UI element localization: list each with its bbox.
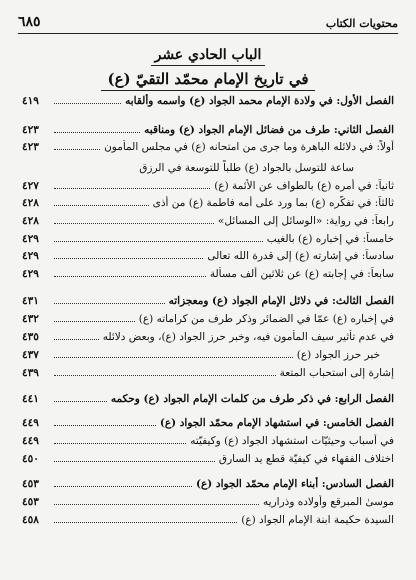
toc-page: ٤٥٣ [22, 478, 39, 490]
toc-entry-text: خامساً: في إخباره (ع) بالغيب [266, 233, 394, 245]
toc-page: ٤٣٩ [22, 367, 39, 379]
toc-entry-text: الفصل الخامس: في استشهاد الإمام محمّد الجواد (ع) [159, 417, 394, 429]
dot-leader [54, 348, 293, 358]
toc-page: ٤١٩ [22, 95, 39, 107]
toc-entry-continuation: ساعة للتوسل بالجواد (ع) طلباً للتوسعة في الرزق [139, 162, 354, 174]
toc-page: ٤٤٩ [22, 435, 39, 447]
dot-leader [54, 392, 107, 402]
dot-leader [54, 495, 259, 505]
toc-chapter-3 [22, 294, 394, 308]
toc-chapter-1 [22, 94, 394, 108]
toc-entry-text: إشارة إلى استحباب المتعة [279, 367, 394, 379]
running-title: محتويات الكتاب [325, 17, 398, 30]
toc-entry [22, 249, 394, 263]
toc-entry-text: الفصل الثاني: طرف من فضائل الإمام الجواد (ع) ومناقبه [144, 124, 394, 136]
dot-leader [54, 416, 156, 426]
dot-leader [54, 366, 276, 376]
toc-chapter-6 [22, 477, 394, 491]
toc-entry-text: اختلاف الفقهاء في كيفيّة قطع يد السارق [218, 453, 394, 465]
toc-entry-text: في عدم تأثير سيف المأمون فيه، وخبر حرز الجواد (ع)، وبعض دلائله [102, 331, 394, 343]
toc-page: ٤٣٥ [22, 331, 39, 343]
dot-leader [54, 330, 99, 340]
toc-entry-text: السيدة حكيمة ابنة الإمام الجواد (ع) [241, 514, 394, 526]
toc-entry-text: ثالثاً: في تفكّره (ع) بما ورد على أمه فاطمة (ع) من أذى [152, 197, 394, 209]
toc-page: ٤٣٧ [22, 349, 39, 361]
toc-entry-text: ثانياً: في أمره (ع) بالطواف عن الأئمة (ع) [214, 180, 394, 192]
dot-leader [54, 196, 149, 206]
toc-entry [22, 267, 394, 281]
dot-leader [54, 267, 206, 277]
toc-page: ٤٢٩ [22, 268, 39, 280]
toc-entry-text: رابعاً: في رواية: «الوسائل إلى المسائل» [217, 215, 394, 227]
header-rule [18, 33, 398, 34]
toc-entry-text: الفصل الرابع: في ذكر طرف من كلمات الإمام الجواد (ع) وحكمه [110, 393, 394, 405]
toc-page: ٤٢٨ [22, 215, 39, 227]
toc-entry [22, 366, 394, 380]
toc-entry [22, 452, 394, 466]
page-header [18, 10, 398, 30]
toc-page: ٤٢٧ [22, 180, 39, 192]
toc-page: ٤٤١ [22, 393, 39, 405]
part-subtitle: في تاريخ الإمام محمّد التقيّ (ع) [107, 70, 309, 88]
dot-leader [54, 123, 140, 133]
toc-entry [22, 312, 394, 326]
toc-page: ٤٢٣ [22, 141, 39, 153]
toc-chapter-5 [22, 416, 394, 430]
toc-entry-text: الفصل الثالث: في دلائل الإمام الجواد (ع) ومعجزاته [168, 295, 394, 307]
toc-entry [22, 140, 394, 154]
toc-page: ٤٢٨ [22, 197, 39, 209]
toc-page: ٤٥٣ [22, 496, 39, 508]
dot-leader [54, 94, 121, 104]
toc-entry [22, 330, 394, 344]
toc-chapter-4 [22, 392, 394, 406]
dot-leader [54, 294, 165, 304]
toc-entry-text: أولاً: في دلائله الباهرة وما جرى من امتحانه (ع) في مجلس المأمون [104, 141, 394, 153]
dot-leader [54, 312, 135, 322]
toc-entry [22, 495, 394, 509]
part-subtitle-wrap [101, 68, 314, 91]
toc-entry-text: سادساً: في إشارته (ع) إلى قدرة الله تعالى [207, 250, 394, 262]
toc-page: ٤٢٩ [22, 233, 39, 245]
dot-leader [54, 513, 237, 523]
toc-entry [22, 196, 394, 210]
toc-entry [22, 179, 394, 193]
toc-chapter-2 [22, 123, 394, 137]
dot-leader [54, 249, 203, 259]
dot-leader [54, 477, 192, 487]
toc-entry-text: موسىٰ المبرقع وأولاده وذراريه [263, 496, 394, 508]
part-title: الباب الحادي عشر [154, 47, 262, 63]
toc-entry [22, 348, 380, 362]
toc-page: ٤٥٨ [22, 514, 39, 526]
dot-leader [54, 179, 210, 189]
dot-leader [54, 214, 214, 224]
toc-entry-text: خبر حرز الجواد (ع) [296, 349, 380, 361]
section-titles [0, 44, 416, 91]
toc-entry [22, 513, 394, 527]
toc-entry-text: سابعاً: في إجابته (ع) عن ثلاثين ألف مسألة [209, 268, 394, 280]
toc-entry [22, 214, 394, 228]
page-number: ٦٨٥ [18, 14, 41, 30]
dot-leader [54, 232, 263, 242]
toc-page: ٤٢٣ [22, 124, 39, 136]
toc-page: ٤٣١ [22, 295, 39, 307]
toc-entry-text: في أسباب وحيثيّات استشهاد الجواد (ع) وكيفيّته [190, 435, 394, 447]
part-title-wrap [151, 45, 266, 66]
toc-entry [22, 232, 394, 246]
toc-entry [22, 434, 394, 448]
toc-entry-text: الفصل الأول: في ولادة الإمام محمد الجواد (ع) واسمه وألقابه [125, 95, 394, 107]
toc-page: ٤٣٢ [22, 313, 39, 325]
dot-leader [54, 434, 186, 444]
toc-page: ٤٢٩ [22, 250, 39, 262]
toc-entry-text: في إخباره (ع) عمّا في الضمائر وذكر طرف من كراماته (ع) [138, 313, 394, 325]
toc-page: ٤٥٠ [22, 453, 39, 465]
dot-leader [54, 140, 100, 150]
toc-entry-text: الفصل السادس: أبناء الإمام محمّد الجواد (ع) [196, 478, 394, 490]
dot-leader [54, 452, 215, 462]
toc-page: ٤٤٩ [22, 417, 39, 429]
